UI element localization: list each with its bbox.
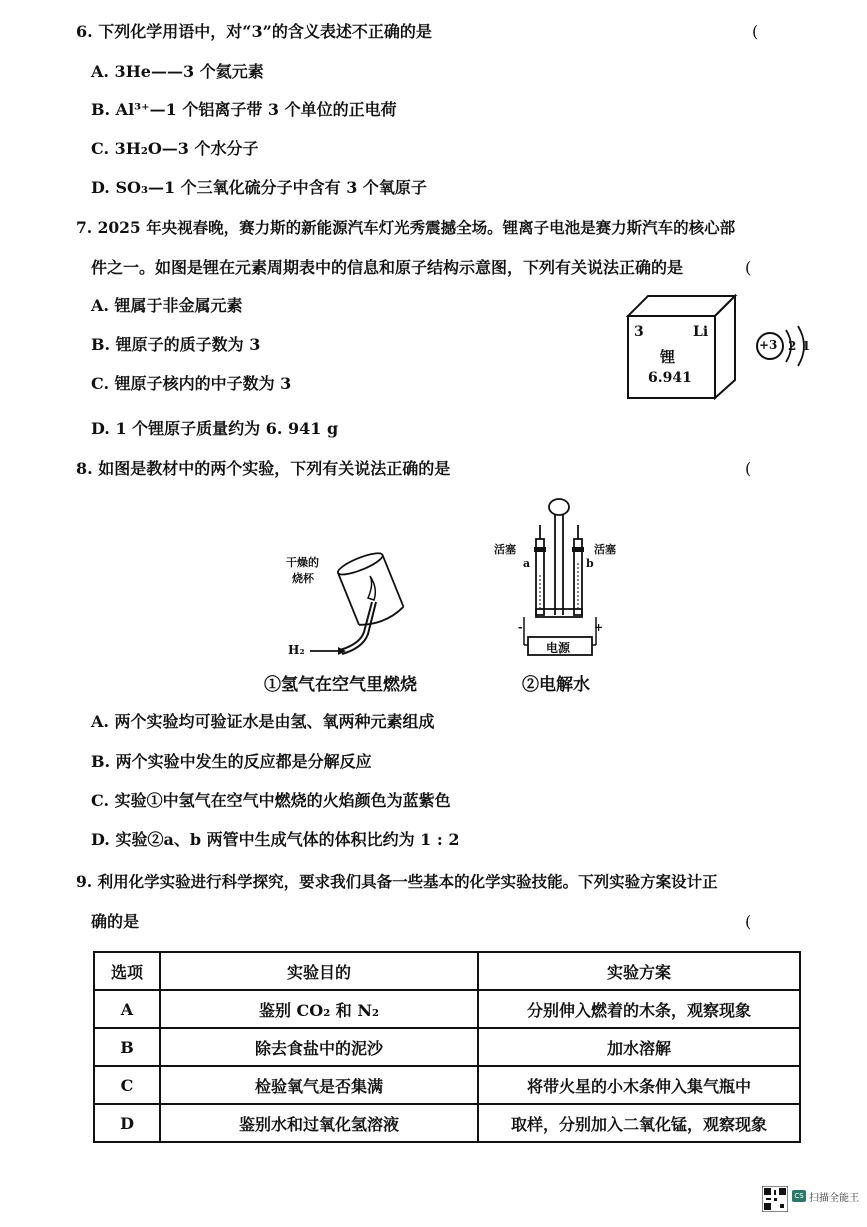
table-cell-purpose: 检验氧气是否集满 — [160, 1066, 478, 1104]
scanner-app-name: 扫描全能王 — [809, 1193, 859, 1204]
q9-table — [93, 951, 801, 1143]
cs-badge: CS — [792, 1190, 806, 1202]
atom-shell2-count: 1 — [802, 339, 811, 353]
label-left-stopcock: 活塞 — [494, 543, 516, 556]
q6-answer-paren: ( — [752, 22, 759, 41]
table-cell-plan: 取样，分别加入二氧化锰，观察现象 — [478, 1104, 800, 1142]
table-cell-option: A — [94, 990, 160, 1028]
q9-stem-line1: 9. 利用化学实验进行科学探究，要求我们具备一些基本的化学实验技能。下列实验方案设计正 — [76, 872, 718, 891]
table-header-option: 选项 — [94, 952, 160, 990]
table-cell-purpose: 除去食盐中的泥沙 — [160, 1028, 478, 1066]
q7-option-c: C. 锂原子核内的中子数为 3 — [91, 374, 292, 393]
q7-stem-line1: 7. 2025 年央视春晚，赛力斯的新能源汽车灯光秀震撼全场。锂离子电池是赛力斯汽车的核心部 — [76, 218, 736, 237]
table-header-plan: 实验方案 — [478, 952, 800, 990]
label-h2: H₂ — [288, 643, 305, 657]
table-row — [94, 1104, 800, 1142]
label-dry-beaker-line1: 干燥的 — [286, 556, 319, 569]
element-atomic-mass: 6.941 — [648, 370, 692, 386]
figure1-caption: ①氢气在空气里燃烧 — [264, 675, 417, 695]
figure-hydrogen-burning — [280, 548, 430, 663]
table-row — [94, 1066, 800, 1104]
figure-electrolysis — [490, 495, 640, 665]
qr-code-icon — [762, 1186, 788, 1212]
table-cell-plan: 加水溶解 — [478, 1028, 800, 1066]
lithium-atom-diagram — [750, 318, 820, 378]
q8-stem: 8. 如图是教材中的两个实验，下列有关说法正确的是 — [76, 459, 451, 478]
label-power-source: 电源 — [546, 641, 571, 655]
label-plus: + — [594, 621, 604, 634]
table-cell-option: D — [94, 1104, 160, 1142]
table-cell-option: C — [94, 1066, 160, 1104]
atom-nucleus-charge: +3 — [759, 338, 778, 352]
q7-option-a: A. 锂属于非金属元素 — [91, 296, 243, 315]
element-name: 锂 — [660, 348, 676, 366]
element-tile — [620, 290, 740, 400]
label-right-stopcock: 活塞 — [594, 543, 616, 556]
q6-option-c: C. 3H₂O—3 个水分子 — [91, 139, 259, 158]
table-cell-purpose: 鉴别水和过氧化氢溶液 — [160, 1104, 478, 1142]
q8-option-b: B. 两个实验中发生的反应都是分解反应 — [91, 752, 372, 771]
q6-option-b: B. Al³⁺—1 个铝离子带 3 个单位的正电荷 — [91, 100, 397, 119]
scanner-watermark — [762, 1182, 860, 1216]
label-tube-b: b — [586, 557, 594, 570]
q6-option-d: D. SO₃—1 个三氧化硫分子中含有 3 个氧原子 — [91, 178, 427, 197]
label-tube-a: a — [523, 557, 531, 570]
q8-option-c: C. 实验①中氢气在空气中燃烧的火焰颜色为蓝紫色 — [91, 791, 451, 810]
q7-answer-paren: ( — [745, 258, 752, 277]
table-cell-option: B — [94, 1028, 160, 1066]
atom-shell1-count: 2 — [788, 339, 797, 353]
table-header-row — [94, 952, 800, 990]
q9-stem-line2: 确的是 — [91, 912, 140, 931]
q7-option-b: B. 锂原子的质子数为 3 — [91, 335, 261, 354]
label-minus: - — [518, 621, 523, 634]
table-cell-purpose: 鉴别 CO₂ 和 N₂ — [160, 990, 478, 1028]
q6-stem: 6. 下列化学用语中，对“3”的含义表述不正确的是 — [76, 22, 432, 41]
element-symbol: Li — [693, 324, 709, 340]
q8-option-a: A. 两个实验均可验证水是由氢、氧两种元素组成 — [91, 712, 435, 731]
label-dry-beaker-line2: 烧杯 — [292, 572, 314, 585]
table-cell-plan: 分别伸入燃着的木条，观察现象 — [478, 990, 800, 1028]
table-row — [94, 990, 800, 1028]
q8-option-d: D. 实验②a、b 两管中生成气体的体积比约为 1 : 2 — [91, 830, 460, 849]
table-cell-plan: 将带火星的小木条伸入集气瓶中 — [478, 1066, 800, 1104]
table-row — [94, 1028, 800, 1066]
q7-option-d: D. 1 个锂原子质量约为 6. 941 g — [91, 419, 339, 438]
q9-answer-paren: ( — [745, 912, 752, 931]
element-atomic-number: 3 — [634, 324, 644, 340]
table-header-purpose: 实验目的 — [160, 952, 478, 990]
q6-option-a: A. 3He——3 个氦元素 — [91, 62, 264, 81]
figure2-caption: ②电解水 — [522, 675, 590, 695]
q8-answer-paren: ( — [745, 459, 752, 478]
q7-stem-line2: 件之一。如图是锂在元素周期表中的信息和原子结构示意图，下列有关说法正确的是 — [91, 258, 684, 277]
